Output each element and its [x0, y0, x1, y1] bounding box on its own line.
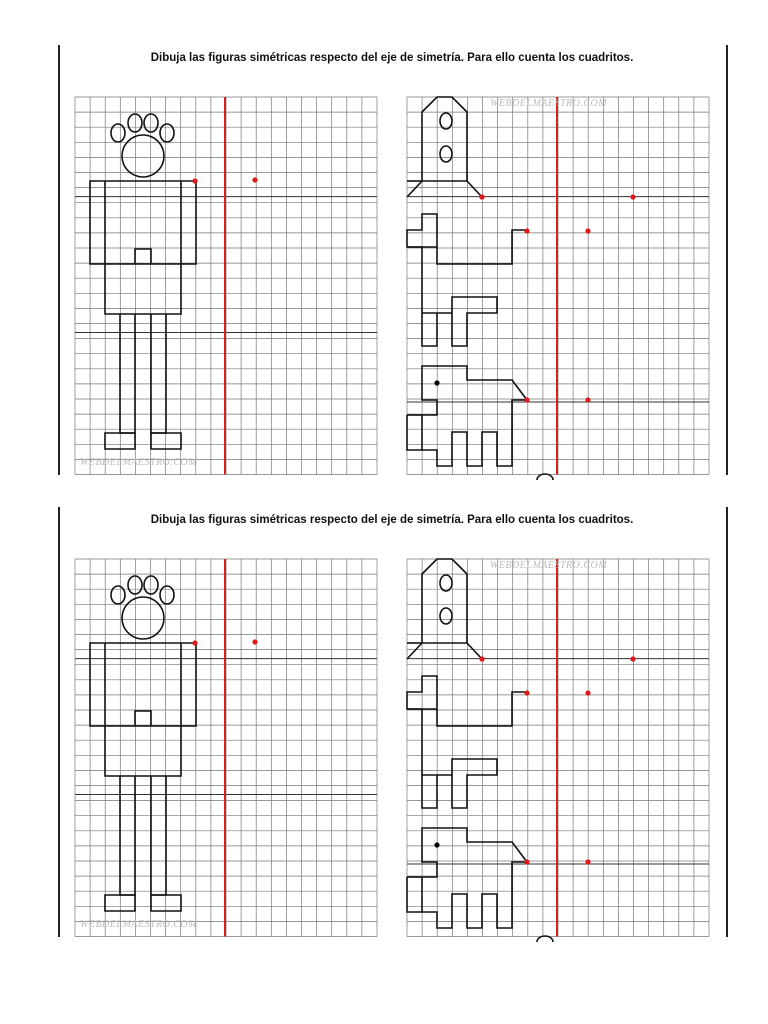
rocket-fin-left [407, 181, 422, 197]
reference-point [192, 640, 197, 645]
figure-body [90, 643, 196, 776]
reference-point [630, 194, 635, 199]
dog-eye [434, 380, 439, 385]
watermark-text: WEBDELMAESTRO.COM [80, 919, 198, 930]
rocket-window [440, 575, 452, 591]
rocket-window [440, 146, 452, 162]
figure-head [122, 135, 164, 177]
reference-point [252, 639, 257, 644]
reference-point [252, 177, 257, 182]
figure-belly [135, 711, 151, 726]
dog-ear-lower [407, 415, 422, 450]
figure-head [122, 597, 164, 639]
figure-paw [111, 586, 125, 604]
reference-point [479, 194, 484, 199]
figure-paw [128, 576, 142, 594]
figure-body [90, 181, 196, 314]
reference-point [585, 228, 590, 233]
rocket-fin-left [407, 643, 422, 659]
figure-leg-right [151, 314, 166, 433]
watermark-text: WEBDELMAESTRO.COM [490, 560, 608, 571]
giraffe-figure [407, 676, 527, 808]
figure-paw [160, 586, 174, 604]
figure-leg-left [120, 314, 135, 433]
rocket-body [422, 97, 467, 181]
reference-point [524, 228, 529, 233]
figure-foot-right [151, 895, 181, 911]
figure-belly [135, 249, 151, 264]
grid-panels [0, 462, 768, 942]
reference-point [479, 656, 484, 661]
giraffe-leg [422, 775, 437, 808]
figure-paw [160, 124, 174, 142]
reference-point [524, 397, 529, 402]
reference-point [192, 178, 197, 183]
rocket-window [440, 608, 452, 624]
figure-paw [128, 114, 142, 132]
dog-eye [434, 842, 439, 847]
reference-point [585, 397, 590, 402]
figure-leg-left [120, 776, 135, 895]
grid-panels [0, 0, 768, 480]
watermark-text: WEBDELMAESTRO.COM [490, 98, 608, 109]
rocket-fin-right [467, 643, 482, 659]
figure-leg-right [151, 776, 166, 895]
figure-paw [111, 124, 125, 142]
figure-paw [144, 576, 158, 594]
dog-ear-lower [407, 877, 422, 912]
worksheet-title: Dibuja las figuras simétricas respecto del eje de simetría. Para ello cuenta los cuadritos. [150, 52, 634, 64]
figure-foot-right [151, 433, 181, 449]
watermark-text: WEBDELMAESTRO.COM [80, 457, 198, 468]
worksheet-title: Dibuja las figuras simétricas respecto del eje de simetría. Para ello cuenta los cuadritos. [150, 514, 634, 526]
rocket-body [422, 559, 467, 643]
reference-point [585, 690, 590, 695]
figure-paw [144, 114, 158, 132]
rocket-window [440, 113, 452, 129]
rocket-fin-right [467, 181, 482, 197]
reference-point [524, 859, 529, 864]
giraffe-leg [422, 313, 437, 346]
giraffe-figure [407, 214, 527, 346]
reference-point [524, 690, 529, 695]
worksheet-copy-bottom [0, 462, 768, 942]
page-fold-mark [537, 936, 553, 942]
worksheet-copy-top [0, 0, 768, 480]
reference-point [630, 656, 635, 661]
reference-point [585, 859, 590, 864]
